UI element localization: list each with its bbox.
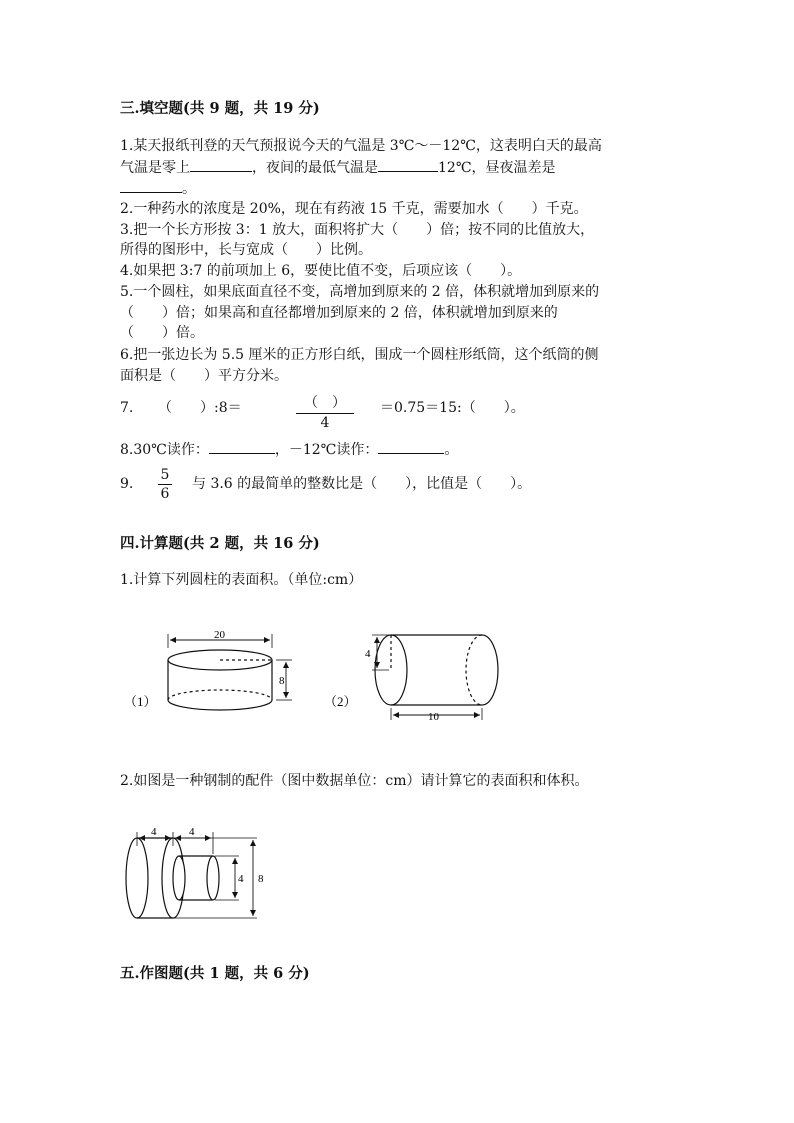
q1-text-end: 。 [182,181,196,197]
q1-text-b: ，夜间的最低气温是 [252,160,378,176]
q9-frac-bar [158,484,172,485]
q8-line [120,439,458,461]
q5-line-2: （ ）倍；如果高和直径都增加到原来的 2 倍，体积就增加到原来的 [120,305,558,321]
part-dim-a: 4 [151,826,157,838]
q9-fraction [158,467,172,502]
q7-frac-numerator: （ ） [304,395,346,411]
q5-line-3: （ ）倍。 [120,325,204,341]
fig2-length-label: 10 [428,711,439,723]
q8-text-b: ，－12℃读作： [274,442,379,458]
q8-text-c: 。 [444,442,459,458]
q6-line-2: 面积是（ ）平方分米。 [120,368,288,384]
q7-label: 7. [120,400,134,416]
q1-text-c: 12℃，昼夜温差是 [438,160,556,176]
q7-frac-bar [296,413,354,414]
cylinder-figures [110,620,530,730]
q9-frac-denominator: 6 [160,486,170,502]
q1-blank-1[interactable] [190,157,252,172]
q7-fraction [296,392,354,431]
steel-part-figure [115,820,285,930]
section-3-heading: 三.填空题(共 9 题，共 19 分) [120,100,320,117]
part-dim-d: 8 [258,873,264,885]
section-5-heading: 五.作图题(共 1 题，共 6 分) [120,965,310,982]
q3-line-1: 3.把一个长方形按 3：1 放大，面积将扩大（ ）倍；按不同的比值放大， [120,222,595,238]
q9-label: 9. [120,476,134,492]
q1-line-1: 1.某天报纸刊登的天气预报说今天的气温是 3℃～－12℃，这表明白天的最高 [120,138,602,154]
q8-blank-1[interactable] [209,439,275,454]
part-dim-c: 4 [238,873,244,885]
q5-line-1: 5.一个圆柱，如果底面直径不变，高增加到原来的 2 倍，体积就增加到原来的 [120,284,600,300]
calc2-title: 2.如图是一种钢制的配件（图中数据单位：cm）请计算它的表面积和体积。 [120,773,589,789]
section-4-heading: 四.计算题(共 2 题，共 16 分) [120,535,320,552]
q1-line-2 [120,157,555,179]
q1-blank-2[interactable] [378,157,438,172]
q9-frac-numerator: 5 [160,467,170,483]
q2-line-1: 2.一种药水的浓度是 20%，现在有药液 15 千克，需要加水（ ）千克。 [120,201,588,217]
fig1-label: （1） [124,694,157,709]
q6-line-1: 6.把一张边长为 5.5 厘米的正方形白纸，围成一个圆柱形纸筒，这个纸筒的侧 [120,347,599,363]
fig1-height-label: 8 [279,675,285,687]
fig2-cylinder [372,635,498,720]
q7-part-2: ＝0.75＝15:（ ）。 [380,400,525,416]
q7-part-1: （ ）:8＝ [158,400,242,416]
q4-line-1: 4.如果把 3:7 的前项加上 6，要使比值不变，后项应该（ ）。 [120,263,522,279]
fig2-label: （2） [324,694,357,709]
q1-text-a: 气温是零上 [120,160,190,176]
q8-text-a: 8.30℃读作： [120,442,209,458]
q1-blank-3[interactable] [120,178,182,193]
q7-frac-denominator: 4 [320,415,330,431]
q1-line-3 [120,178,196,200]
fig2-radius-label: 4 [365,648,371,660]
calc1-title: 1.计算下列圆柱的表面积。（单位:cm） [120,572,363,588]
q9-text: 与 3.6 的最简单的整数比是（ ），比值是（ ）。 [192,476,532,492]
q8-blank-2[interactable] [378,439,444,454]
part-dim-b: 4 [189,826,195,838]
fig1-cylinder [168,634,292,710]
q3-line-2: 所得的图形中，长与宽成（ ）比例。 [120,242,372,258]
fig1-diameter-label: 20 [214,629,225,641]
